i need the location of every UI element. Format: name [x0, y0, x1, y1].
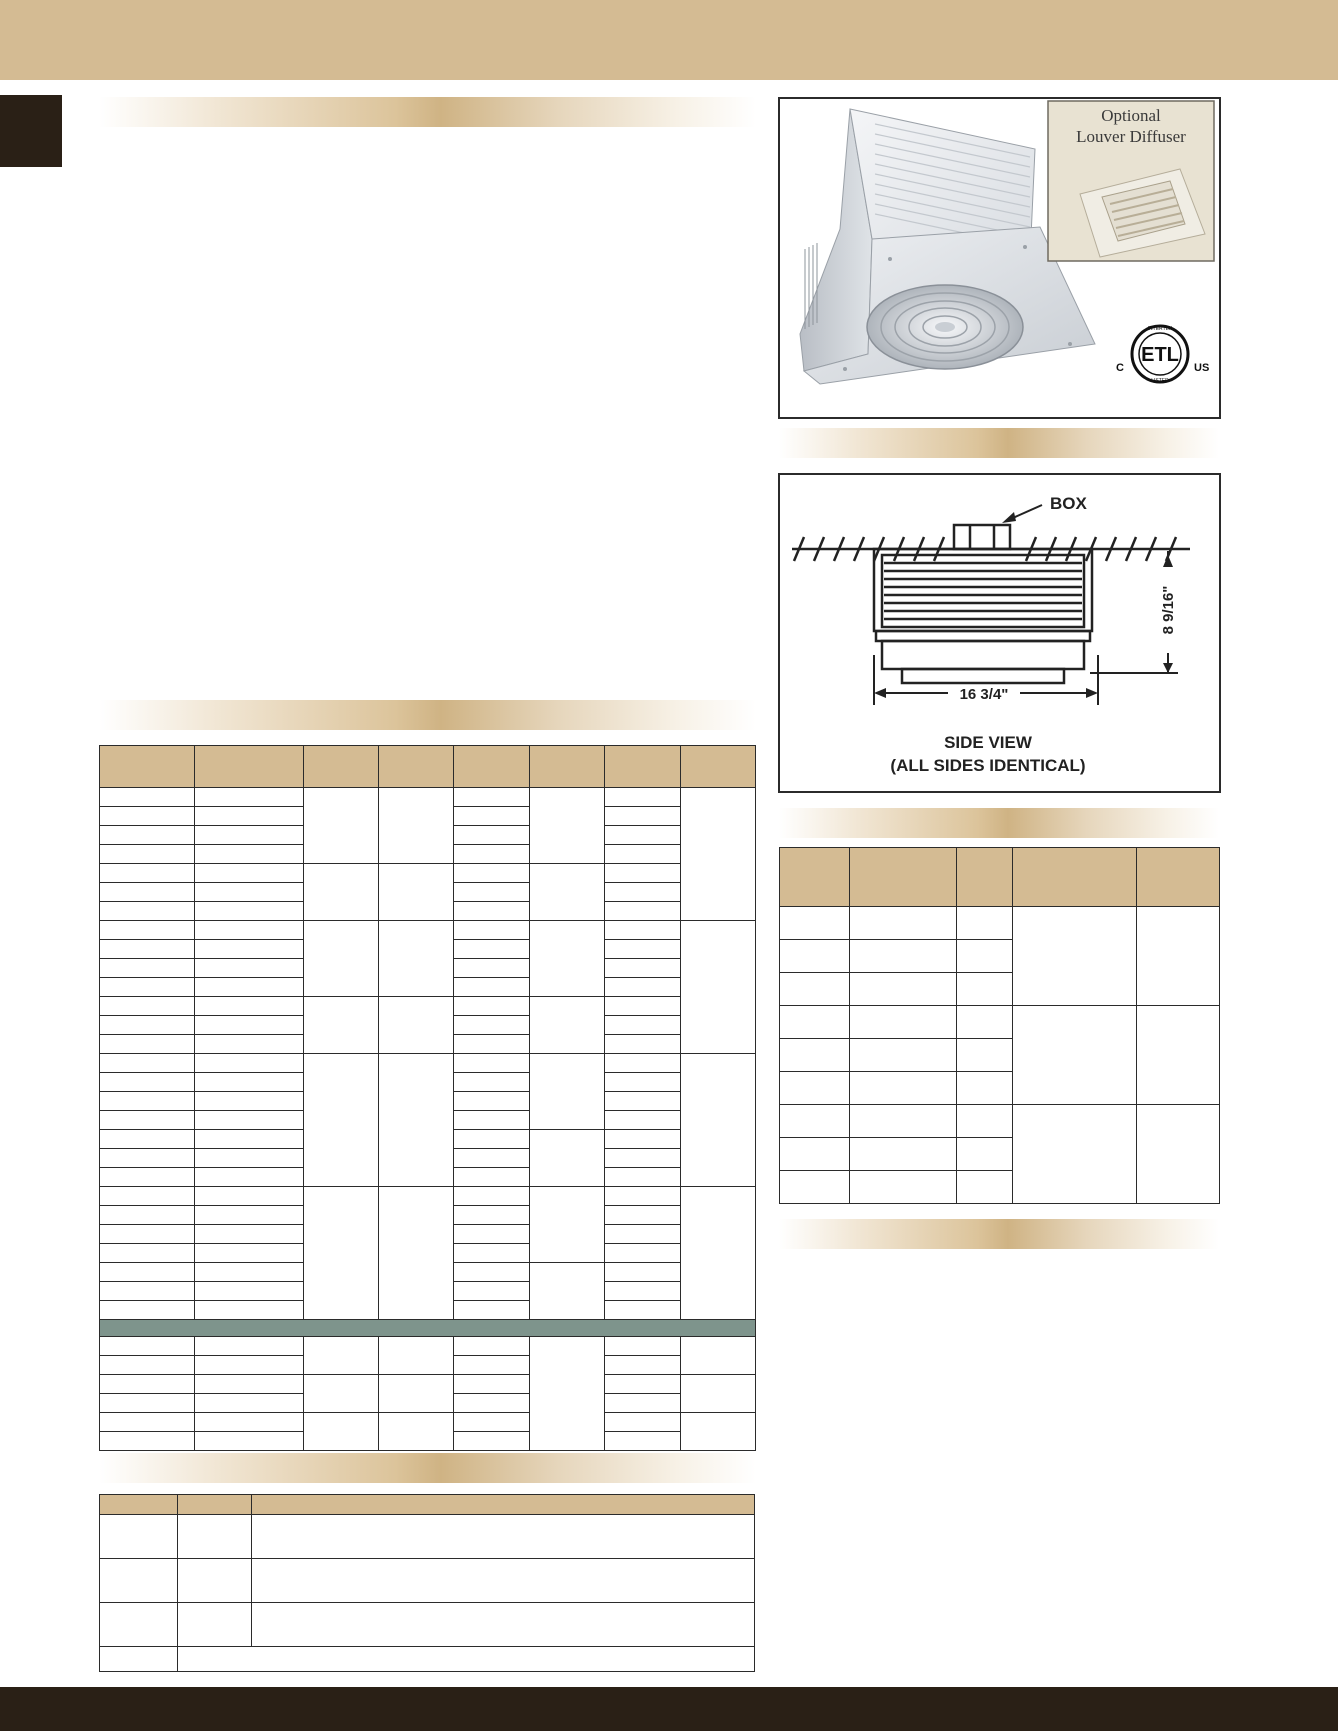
cert-mark: ETL — [1141, 344, 1179, 366]
table-row — [780, 1105, 1220, 1138]
cert-bottom: LISTED — [1151, 378, 1169, 384]
diagram-caption-line2: (ALL SIDES IDENTICAL) — [890, 756, 1086, 775]
options-table — [779, 847, 1220, 1204]
box-label: BOX — [1050, 494, 1087, 513]
height-dimension: 8 9/16" — [1160, 585, 1177, 635]
table-header-row — [100, 746, 756, 788]
table-row — [100, 788, 756, 807]
top-header-bar — [0, 0, 1338, 80]
section-band-notes — [779, 1219, 1219, 1249]
table-row — [100, 1603, 755, 1647]
product-photo — [778, 97, 1221, 419]
inset-caption-line1: Optional — [1101, 106, 1161, 125]
bottom-footer-bar — [0, 1687, 1338, 1731]
cert-top: INTERTEK — [1147, 326, 1173, 332]
section-band-options — [779, 808, 1219, 838]
table-row — [100, 1337, 756, 1356]
table-row — [100, 997, 756, 1016]
side-tab-marker — [0, 95, 62, 167]
section-band-specifications — [99, 700, 756, 730]
table-row — [100, 1054, 756, 1073]
louver-diffuser-inset — [1048, 101, 1214, 261]
table-row — [100, 1413, 756, 1432]
specifications-table — [99, 745, 756, 1451]
cert-right: US — [1194, 362, 1210, 374]
table-row — [100, 1187, 756, 1206]
table-row — [100, 1559, 755, 1603]
etl-listed-mark — [1116, 326, 1209, 384]
side-view-diagram — [778, 473, 1221, 793]
table-row — [100, 921, 756, 940]
width-dimension: 16 3/4" — [959, 686, 1009, 703]
table-row — [100, 1647, 755, 1672]
table-row — [100, 864, 756, 883]
table-row — [100, 1375, 756, 1394]
ceiling-heater-illustration — [780, 99, 1219, 417]
inset-caption-line2: Louver Diffuser — [1076, 127, 1186, 146]
diagram-caption-line1: SIDE VIEW — [944, 733, 1032, 752]
table-row — [100, 1515, 755, 1559]
cert-left: C — [1116, 362, 1124, 374]
table-header-row — [780, 848, 1220, 907]
section-band-dimensions — [779, 428, 1219, 458]
table-row — [780, 1006, 1220, 1039]
section-band-accessories — [99, 1453, 756, 1483]
table-header-row — [100, 1495, 755, 1515]
table-row — [780, 907, 1220, 940]
section-band-description — [99, 97, 756, 127]
table-section-divider — [100, 1320, 756, 1337]
accessories-table — [99, 1494, 755, 1672]
